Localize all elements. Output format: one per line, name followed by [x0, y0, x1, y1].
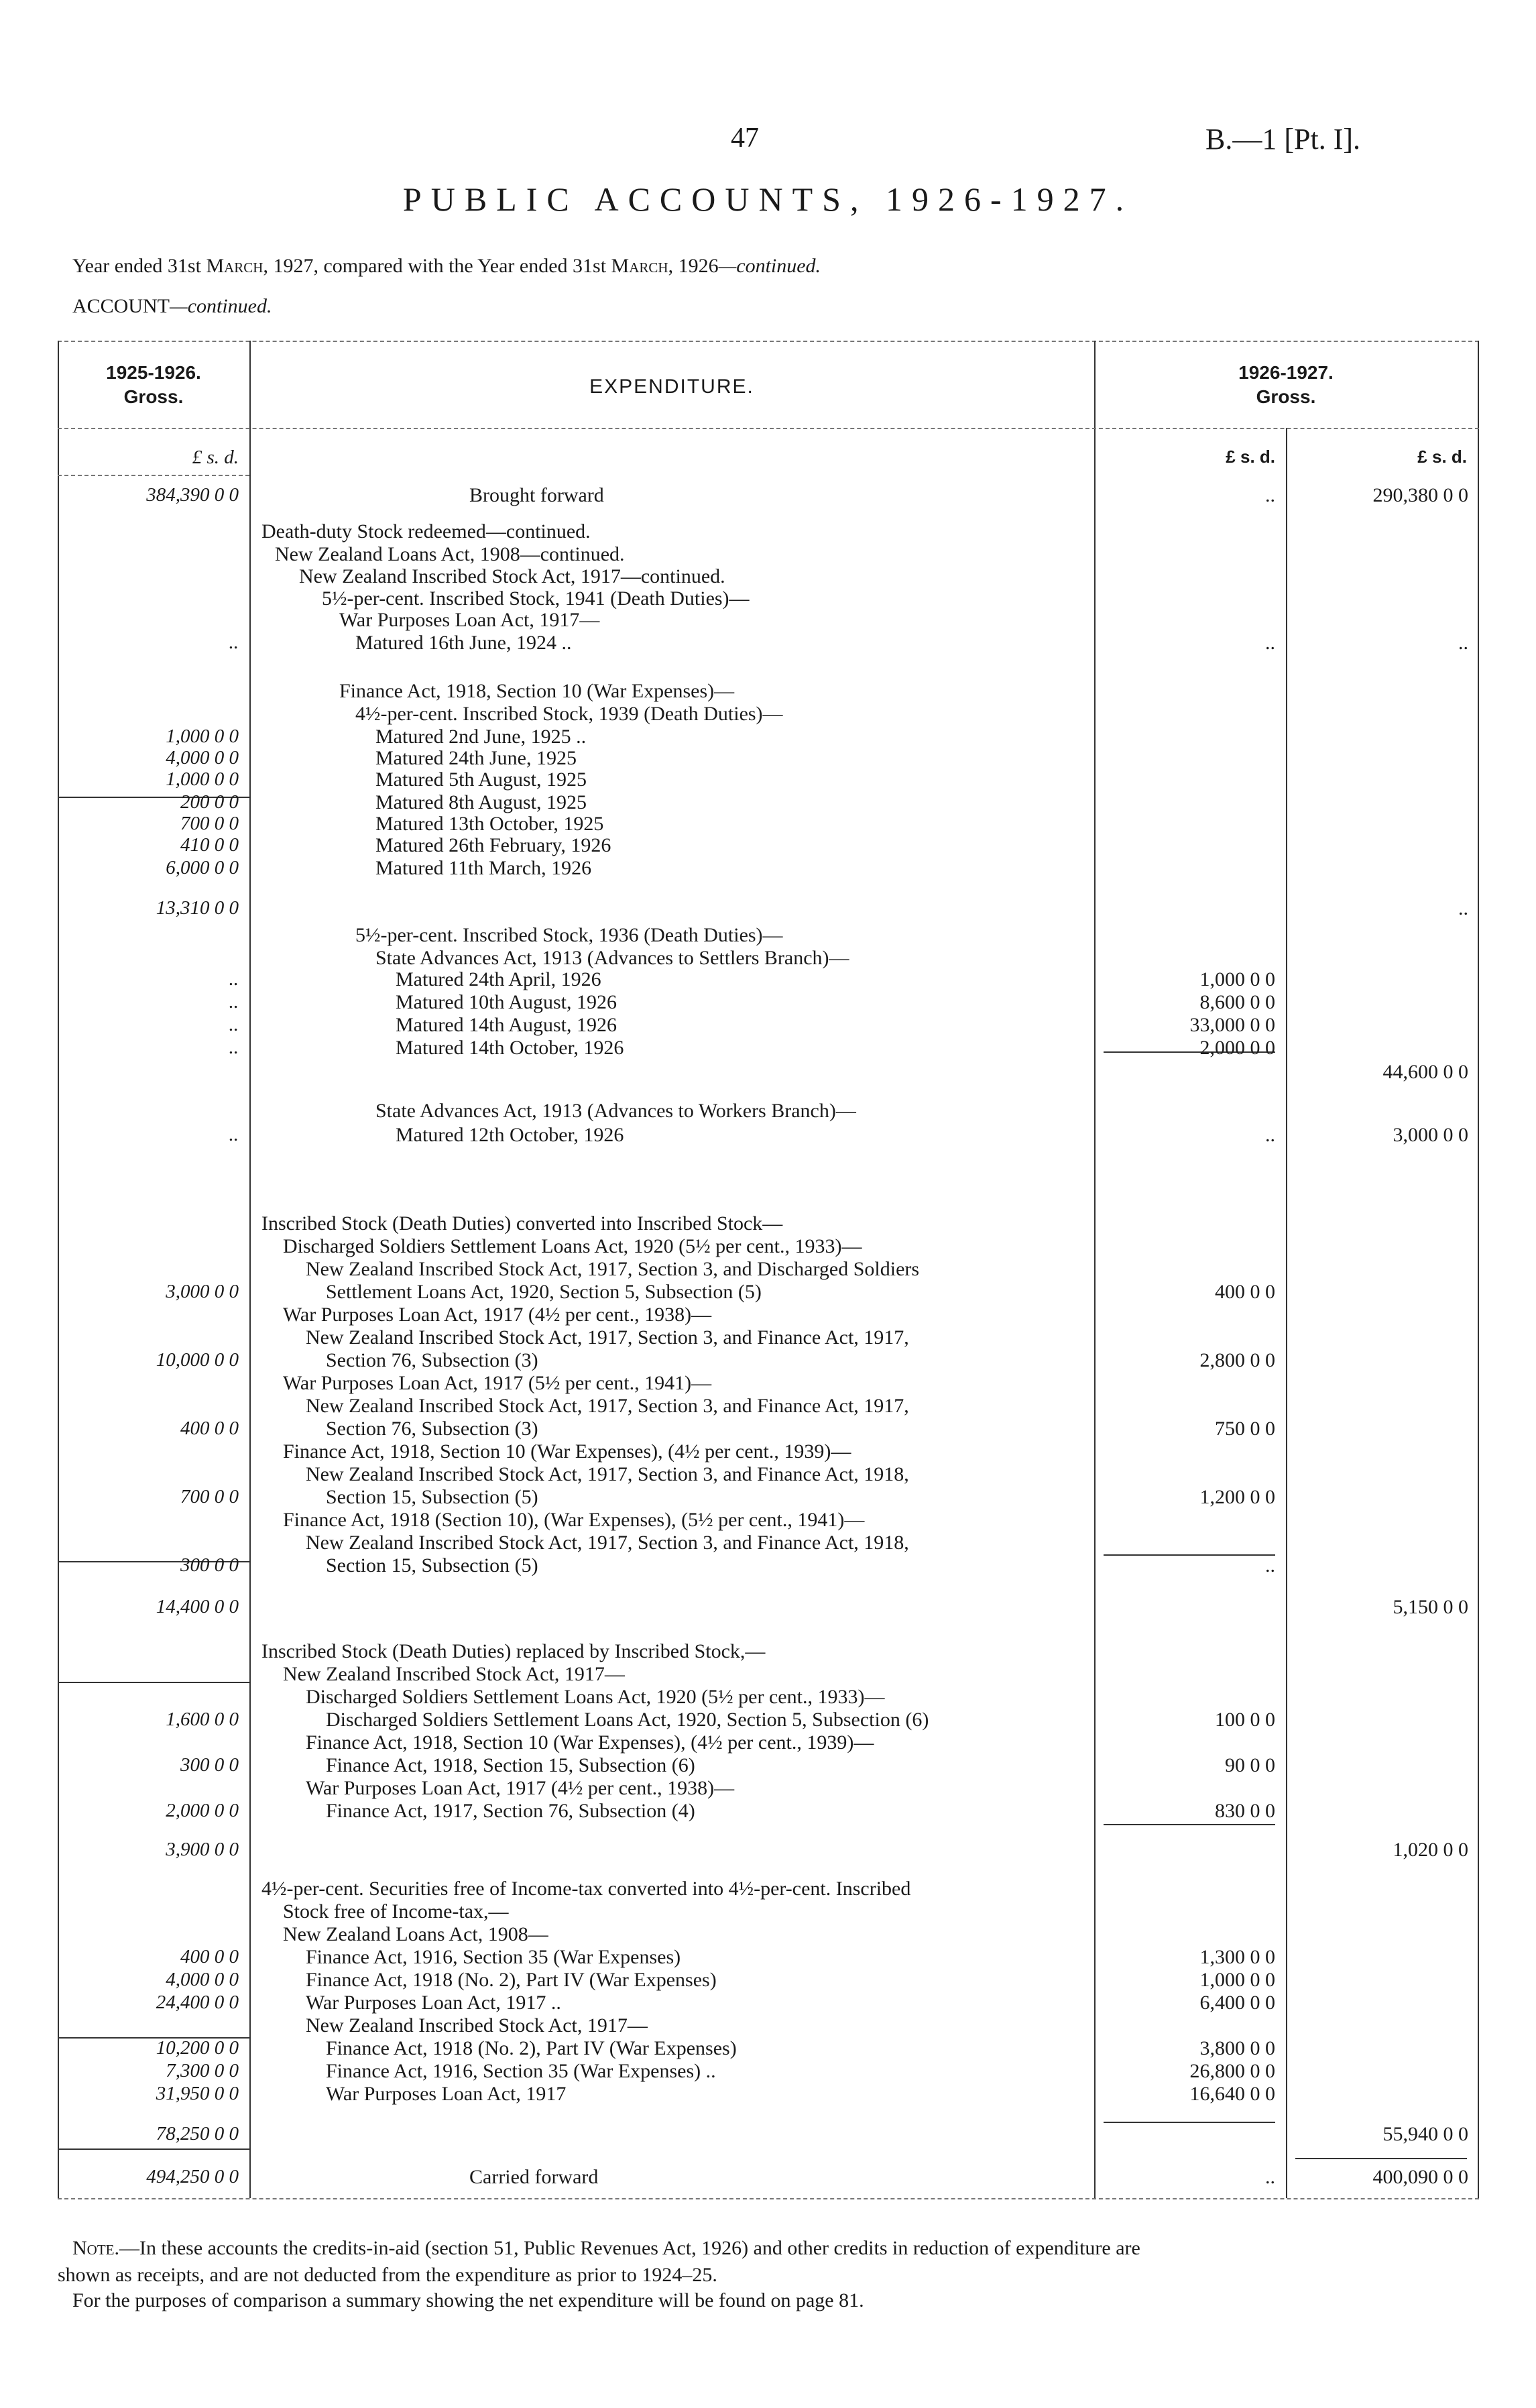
- current-year-item-amount: ..: [1265, 632, 1275, 654]
- current-year-item-amount: 33,000 0 0: [1189, 1014, 1275, 1036]
- prior-year-amount: 31,950 0 0: [156, 2083, 239, 2104]
- current-year-item-amount: 16,640 0 0: [1189, 2083, 1275, 2105]
- expenditure-item: Discharged Soldiers Settlement Loans Act, 1920 (5½ per cent., 1933)—: [283, 1235, 862, 1257]
- current-year-total: 44,600 0 0: [1382, 1061, 1468, 1083]
- prior-year-amount: 384,390 0 0: [146, 484, 239, 506]
- current-year-total: 55,940 0 0: [1382, 2123, 1468, 2145]
- account-label: ACCOUNT: [72, 295, 170, 317]
- prior-year-amount: ..: [229, 1014, 239, 1035]
- expenditure-item: Discharged Soldiers Settlement Loans Act, 1920, Section 5, Subsection (6): [326, 1709, 929, 1731]
- prior-year-amount: 3,000 0 0: [166, 1281, 239, 1302]
- prior-year-amount: 24,400 0 0: [156, 1992, 239, 2013]
- expenditure-item: Matured 16th June, 1924 ..: [355, 632, 572, 654]
- prior-year-amount: 6,000 0 0: [166, 857, 239, 878]
- expenditure-item: Matured 10th August, 1926: [396, 991, 617, 1013]
- subtitle-mid: , 1927, compared with the Year ended 31st: [263, 255, 611, 277]
- expenditure-item: Matured 24th April, 1926: [396, 968, 601, 990]
- left-column-header: [58, 361, 249, 409]
- expenditure-item: War Purposes Loan Act, 1917 (4½ per cent., 1938)—: [283, 1304, 712, 1326]
- prior-year-amount: 1,000 0 0: [166, 726, 239, 747]
- current-year-item-amount: 26,800 0 0: [1189, 2060, 1275, 2082]
- expenditure-item: Matured 11th March, 1926: [375, 857, 592, 879]
- expenditure-item: New Zealand Inscribed Stock Act, 1917, Section 3, and Finance Act, 1918,: [306, 1463, 909, 1485]
- expenditure-item: Matured 13th October, 1925: [375, 813, 604, 835]
- expenditure-item: Matured 26th February, 1926: [375, 834, 611, 856]
- expenditure-item: War Purposes Loan Act, 1917 (4½ per cent., 1938)—: [306, 1777, 735, 1799]
- expenditure-item: Finance Act, 1918 (Section 10), (War Expenses), (5½ per cent., 1941)—: [283, 1509, 865, 1531]
- prior-year-amount: ..: [229, 991, 239, 1013]
- expenditure-item: Finance Act, 1916, Section 35 (War Expenses) ..: [326, 2060, 716, 2082]
- current-year-total: 1,020 0 0: [1393, 1839, 1468, 1861]
- expenditure-item: Finance Act, 1918, Section 10 (War Expenses), (4½ per cent., 1939)—: [306, 1731, 874, 1754]
- prior-year-amount: 300 0 0: [180, 1754, 239, 1776]
- current-year-item-amount: 8,600 0 0: [1199, 991, 1275, 1013]
- expenditure-item: Section 15, Subsection (5): [326, 1486, 538, 1508]
- note-line-2: shown as receipts, and are not deducted from the expenditure as prior to 1924–25.: [58, 2264, 717, 2286]
- document-reference: B.—1 [Pt. I].: [1205, 123, 1360, 156]
- current-year-item-amount: ..: [1265, 2166, 1275, 2188]
- subtitle-post: , 1926: [668, 255, 719, 277]
- current-year-item-amount: 100 0 0: [1215, 1709, 1275, 1731]
- expenditure-item: Matured 2nd June, 1925 ..: [375, 726, 587, 748]
- prior-year-amount: 400 0 0: [180, 1946, 239, 1967]
- prior-year-amount: 14,400 0 0: [156, 1596, 239, 1617]
- current-year-item-amount: 1,200 0 0: [1199, 1486, 1275, 1508]
- prior-year-amount: ..: [229, 1124, 239, 1145]
- current-year-item-amount: 2,800 0 0: [1199, 1349, 1275, 1371]
- expenditure-item: 5½-per-cent. Inscribed Stock, 1936 (Death Duties)—: [355, 924, 783, 946]
- expenditure-item: Matured 24th June, 1925: [375, 747, 577, 769]
- expenditure-item: Finance Act, 1916, Section 35 (War Expenses): [306, 1946, 681, 1968]
- prior-year-amount: ..: [229, 632, 239, 653]
- current-year-item-amount: ..: [1265, 1124, 1275, 1146]
- prior-year-amount: 4,000 0 0: [166, 747, 239, 768]
- prior-year-amount: 1,000 0 0: [166, 768, 239, 790]
- current-year-item-amount: 90 0 0: [1225, 1754, 1275, 1776]
- lsd-right: £ s. d.: [1417, 447, 1467, 467]
- subtitle: [72, 255, 821, 278]
- expenditure-item: War Purposes Loan Act, 1917: [326, 2083, 567, 2105]
- expenditure-item: New Zealand Inscribed Stock Act, 1917—: [283, 1663, 625, 1685]
- subtitle-month-1: March: [206, 255, 263, 277]
- expenditure-item: 4½-per-cent. Inscribed Stock, 1939 (Death Duties)—: [355, 703, 783, 725]
- expenditure-item: Matured 8th August, 1925: [375, 791, 587, 813]
- expenditure-item: Inscribed Stock (Death Duties) converted into Inscribed Stock—: [261, 1212, 783, 1235]
- page-title: PUBLIC ACCOUNTS, 1926-1927.: [402, 180, 1134, 218]
- expenditure-header: EXPENDITURE.: [589, 376, 754, 398]
- prior-year-amount: 10,000 0 0: [156, 1349, 239, 1371]
- current-year-item-amount: 1,000 0 0: [1199, 968, 1275, 990]
- expenditure-item: Matured 12th October, 1926: [396, 1124, 624, 1146]
- left-year: 1925-1926.: [106, 362, 201, 383]
- expenditure-item: War Purposes Loan Act, 1917—: [339, 609, 600, 631]
- prior-year-amount: 410 0 0: [180, 834, 239, 856]
- expenditure-item: Finance Act, 1918, Section 10 (War Expenses)—: [339, 680, 735, 702]
- note-text-1: .—In these accounts the credits-in-aid (section 51, Public Revenues Act, 1926) and other credits in reduction of expenditure are: [114, 2237, 1140, 2259]
- expenditure-item: Matured 14th August, 1926: [396, 1014, 617, 1036]
- account-continued: —continued.: [170, 295, 272, 317]
- note-line-1: [72, 2237, 1140, 2260]
- subtitle-continued: —continued.: [718, 255, 821, 277]
- right-column-header: [1094, 361, 1478, 409]
- page-number: 47: [731, 123, 759, 154]
- prior-year-amount: 78,250 0 0: [156, 2123, 239, 2144]
- prior-year-amount: 700 0 0: [180, 813, 239, 834]
- expenditure-item: 5½-per-cent. Inscribed Stock, 1941 (Death Duties)—: [322, 587, 750, 610]
- expenditure-item: Brought forward: [469, 484, 604, 506]
- current-year-item-amount: ..: [1265, 1554, 1275, 1576]
- subtitle-pre: Year ended 31st: [72, 255, 206, 277]
- expenditure-item: Finance Act, 1918 (No. 2), Part IV (War Expenses): [306, 1969, 717, 1991]
- expenditure-item: 4½-per-cent. Securities free of Income-tax converted into 4½-per-cent. Inscribed: [261, 1878, 911, 1900]
- expenditure-item: New Zealand Inscribed Stock Act, 1917—continued.: [299, 565, 725, 587]
- current-year-total: 3,000 0 0: [1393, 1124, 1468, 1146]
- right-gross: Gross.: [1256, 386, 1316, 407]
- expenditure-item: New Zealand Inscribed Stock Act, 1917—: [306, 2014, 648, 2037]
- prior-year-amount: 700 0 0: [180, 1486, 239, 1507]
- prior-year-amount: 300 0 0: [180, 1554, 239, 1576]
- expenditure-item: Stock free of Income-tax,—: [283, 1900, 509, 1923]
- expenditure-item: Matured 14th October, 1926: [396, 1037, 624, 1059]
- expenditure-item: New Zealand Loans Act, 1908—continued.: [275, 543, 625, 565]
- prior-year-amount: 13,310 0 0: [156, 897, 239, 919]
- account-line: [72, 295, 272, 318]
- prior-year-amount: ..: [229, 968, 239, 990]
- expenditure-item: Death-duty Stock redeemed—continued.: [261, 520, 591, 542]
- current-year-item-amount: 2,000 0 0: [1199, 1037, 1275, 1059]
- current-year-item-amount: 1,300 0 0: [1199, 1946, 1275, 1968]
- expenditure-item: War Purposes Loan Act, 1917 (5½ per cent., 1941)—: [283, 1372, 712, 1394]
- prior-year-amount: 1,600 0 0: [166, 1709, 239, 1730]
- current-year-item-amount: ..: [1265, 484, 1275, 506]
- prior-year-amount: 2,000 0 0: [166, 1800, 239, 1821]
- expenditure-item: Discharged Soldiers Settlement Loans Act, 1920 (5½ per cent., 1933)—: [306, 1686, 885, 1708]
- current-year-item-amount: 3,800 0 0: [1199, 2037, 1275, 2059]
- expenditure-item: State Advances Act, 1913 (Advances to Settlers Branch)—: [375, 947, 849, 969]
- expenditure-item: New Zealand Inscribed Stock Act, 1917, Section 3, and Finance Act, 1918,: [306, 1532, 909, 1554]
- prior-year-amount: 400 0 0: [180, 1418, 239, 1439]
- expenditure-item: Settlement Loans Act, 1920, Section 5, Subsection (5): [326, 1281, 762, 1303]
- current-year-total: 5,150 0 0: [1393, 1596, 1468, 1618]
- expenditure-item: Finance Act, 1918, Section 15, Subsection (6): [326, 1754, 695, 1776]
- expenditure-item: State Advances Act, 1913 (Advances to Workers Branch)—: [375, 1100, 856, 1122]
- prior-year-amount: 3,900 0 0: [166, 1839, 239, 1860]
- expenditure-item: War Purposes Loan Act, 1917 ..: [306, 1992, 561, 2014]
- current-year-item-amount: 830 0 0: [1215, 1800, 1275, 1822]
- left-gross: Gross.: [123, 386, 184, 407]
- prior-year-amount: 494,250 0 0: [146, 2166, 239, 2187]
- current-year-item-amount: 6,400 0 0: [1199, 1992, 1275, 2014]
- expenditure-item: Finance Act, 1918, Section 10 (War Expenses), (4½ per cent., 1939)—: [283, 1440, 851, 1463]
- note-line-3: For the purposes of comparison a summary showing the net expenditure will be found on page 81.: [72, 2289, 864, 2311]
- expenditure-item: Carried forward: [469, 2166, 599, 2188]
- subtitle-month-2: March: [611, 255, 668, 277]
- current-year-item-amount: 1,000 0 0: [1199, 1969, 1275, 1991]
- expenditure-item: Inscribed Stock (Death Duties) replaced by Inscribed Stock,—: [261, 1640, 766, 1662]
- prior-year-amount: 4,000 0 0: [166, 1969, 239, 1990]
- expenditure-item: Finance Act, 1917, Section 76, Subsection (4): [326, 1800, 695, 1822]
- expenditure-item: Matured 5th August, 1925: [375, 768, 587, 791]
- expenditure-item: Section 76, Subsection (3): [326, 1418, 538, 1440]
- right-year: 1926-1927.: [1238, 362, 1334, 383]
- current-year-total: ..: [1458, 632, 1468, 654]
- prior-year-amount: ..: [229, 1037, 239, 1058]
- expenditure-item: New Zealand Inscribed Stock Act, 1917, Section 3, and Finance Act, 1917,: [306, 1326, 909, 1349]
- lsd-left: £ s. d.: [192, 447, 239, 468]
- current-year-total: ..: [1458, 897, 1468, 919]
- expenditure-item: Section 76, Subsection (3): [326, 1349, 538, 1371]
- prior-year-amount: 10,200 0 0: [156, 2037, 239, 2059]
- current-year-total: 400,090 0 0: [1372, 2166, 1468, 2188]
- prior-year-amount: 200 0 0: [180, 791, 239, 813]
- expenditure-item: New Zealand Inscribed Stock Act, 1917, Section 3, and Discharged Soldiers: [306, 1258, 920, 1280]
- note-label: Note: [72, 2237, 115, 2259]
- prior-year-amount: 7,300 0 0: [166, 2060, 239, 2081]
- current-year-total: 290,380 0 0: [1372, 484, 1468, 506]
- expenditure-item: Section 15, Subsection (5): [326, 1554, 538, 1576]
- expenditure-item: New Zealand Inscribed Stock Act, 1917, Section 3, and Finance Act, 1917,: [306, 1395, 909, 1417]
- current-year-item-amount: 750 0 0: [1215, 1418, 1275, 1440]
- expenditure-item: Finance Act, 1918 (No. 2), Part IV (War Expenses): [326, 2037, 737, 2059]
- expenditure-item: New Zealand Loans Act, 1908—: [283, 1923, 548, 1945]
- lsd-mid: £ s. d.: [1226, 447, 1275, 467]
- current-year-item-amount: 400 0 0: [1215, 1281, 1275, 1303]
